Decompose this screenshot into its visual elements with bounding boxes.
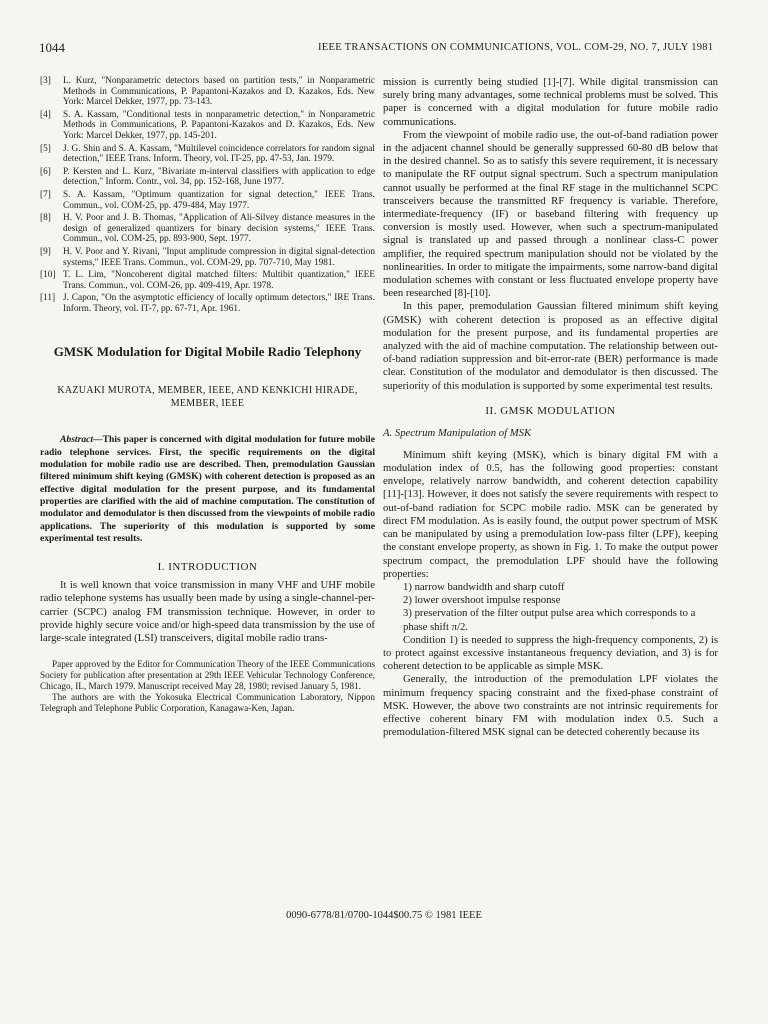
body-paragraph: Minimum shift keying (MSK), which is binary digital FM with a modulation index of 0.5, has the following good properties: constant envelope, relatively narrow bandwidth, and coherent detection capability [11]-[13]. However, it does not satisfy the severe requirements with respect to out-of-band radiation for SCPC mobile radio. MSK can be generated by direct FM modulation. As is easily found, the output power spectrum of MSK can be manipulated by using a premodulation low-pass filter (LPF), keeping the constant envelope property, as shown in Fig. 1. To make the output power spectrum compact, the premodulation LPF should have the following properties: — [383, 448, 718, 580]
reference-item: [6] P. Kersten and L. Kurz, "Bivariate m-interval classifiers with application to edge detection," Inform. Contr., vol. 34, pp. 152-168, June 1977. — [40, 166, 375, 188]
body-paragraph: In this paper, premodulation Gaussian filtered minimum shift keying (GMSK) with coherent detection is proposed as an effective digital modulation for the present purpose, and its fundamental properties are analyzed with the aid of machine computation. The relationship between out-of-band radiation suppression and bit-error-rate (BER) performance is made clear. Constitution of the modulator and demodulator is then discussed. The superiority of this modulation is supported by some experimental test results. — [383, 300, 718, 392]
list-item: 1) narrow bandwidth and sharp cutoff — [403, 580, 565, 593]
reference-item: [7] S. A. Kassam, "Optimum quantization for signal detection," IEEE Trans. Commun., vol. COM-25, pp. 479-484, May 1977. — [40, 189, 375, 211]
abstract-label: Abstract— — [60, 434, 103, 446]
running-head: IEEE TRANSACTIONS ON COMMUNICATIONS, VOL. COM-29, NO. 7, JULY 1981 — [318, 42, 714, 53]
body-paragraph: Condition 1) is needed to suppress the high-frequency components, 2) is to protect against excessive instantaneous frequency deviation, and 3) is for coherent detection to be applicable as simple MSK. — [383, 633, 718, 673]
reference-item: [5] J. G. Shin and S. A. Kassam, "Multilevel coincidence correlators for random signal detection," IEEE Trans. Inform. Theory, vol. IT-25, pp. 47-53, Jan. 1979. — [40, 143, 375, 165]
body-paragraph: mission is currently being studied [1]-[7]. While digital transmission can surely bring many advantages, some technical problems must be solved. This paper is concerned with a digital modulation for future mobile radio communications. — [383, 76, 718, 128]
left-column — [40, 76, 375, 714]
reference-item: [11] J. Capon, "On the asymptotic efficiency of locally optimum detectors," IRE Trans. Inform. Theory, vol. IT-7, pp. 67-71, Apr. 1961. — [40, 293, 375, 314]
reference-item: [4] S. A. Kassam, "Conditional tests in nonparametric detection," in Nonparametric Methods in Communications, P. Papantoni-Kazakos and D. Kazakos, Eds. New York: Marcel Dekker, 1977, pp. 145-201. — [40, 109, 375, 141]
footnote: The authors are with the Yokosuka Electrical Communication Laboratory, Nippon Telegraph and Telephone Public Corporation, Kanagawa-Ken, Japan. — [40, 692, 375, 714]
footnote: Paper approved by the Editor for Communication Theory of the IEEE Communications Society for publication after presentation at 29th IEEE Vehicular Technology Conference, Chicago, IL, March 1979. Manuscript received May 28, 1980; revised January 5, 1981. — [40, 659, 375, 692]
body-paragraph: It is well known that voice transmission in many VHF and UHF mobile radio telephone systems has usually been made by using a single-channel-per-carrier (SCPC) analog FM transmission technique. However, in order to provide highly secure voice and/or high-speed data transmission by the use of large-scale integrated (LSI) transceivers, digital mobile radio trans- — [40, 579, 375, 644]
abstract-text: This paper is concerned with digital modulation for future mobile radio telephone services. First, the specific requirements on the digital modulation for mobile radio use are described. Then, premodulation Gaussian filtered minimum shift keying (GMSK) with coherent detection is proposed as an effective digital modulation for the present purpose, and its fundamental properties are clarified with the aid of machine computation. The constitution of modulator and demodulator is then discussed from the viewpoints of mobile radio applications. The superiority of this modulation is supported by some experimental test results. — [40, 434, 375, 544]
subsection-heading: A. Spectrum Manipulation of MSK — [383, 426, 532, 439]
reference-item: [9] H. V. Poor and Y. Rivani, "Input amplitude compression in digital signal-detection systems," IEEE Trans. Commun., vol. COM-29, pp. 707-710, May 1981. — [40, 246, 375, 268]
copyright-line: 0090-6778/81/0700-1044$00.75 © 1981 IEEE — [286, 910, 482, 921]
paper-title: GMSK Modulation for Digital Mobile Radio Telephony — [53, 344, 362, 360]
section-heading-gmsk: II. GMSK MODULATION — [485, 404, 616, 417]
list-item: 3) preservation of the filter output pulse area which corresponds to a phase shift π/2. — [403, 607, 696, 633]
reference-list — [40, 76, 375, 314]
body-paragraph: From the viewpoint of mobile radio use, the out-of-band radiation power in the adjacent channel should be generally suppressed 60-80 dB below that in the desired channel. So as to satisfy this severe requirement, it is necessary to manipulate the RF output signal spectrum. Such a spectrum manipulation cannot usually be performed at the final RF stage in the multichannel SCPC transceivers because the transmitted RF frequency is variable. Therefore, intermediate-frequency (IF) or baseband filtering with frequency up conversion is mostly used. However, when such a spectrum-manipulated signal is translated up and passed through a nonlinear class-C power amplifier, the required spectrum manipulation should not be violated by the nonlinearities. In order to mitigate the impairments, some narrow-band digital modulation schemes with constant or less fluctuated envelope property have been researched [8]-[10]. — [383, 128, 718, 300]
list-item: 2) lower overshoot impulse response — [403, 594, 561, 607]
section-heading-introduction: I. INTRODUCTION — [157, 561, 258, 574]
property-list — [383, 581, 718, 634]
page-number: 1044 — [39, 40, 65, 55]
author-line: KAZUAKI MUROTA, MEMBER, IEEE, AND KENKICHI HIRADE, MEMBER, IEEE — [57, 385, 358, 410]
reference-item: [3] L. Kurz, "Nonparametric detectors based on partition tests," in Nonparametric Methods in Communications, P. Papantoni-Kazakos and D. Kazakos, Eds. New York: Marcel Dekker, 1977, pp. 73-143. — [40, 76, 375, 108]
footnotes — [40, 659, 375, 714]
abstract — [40, 434, 375, 545]
right-column — [383, 76, 718, 739]
body-paragraph: Generally, the introduction of the premodulation LPF violates the minimum frequency spacing constraint and the fixed-phase constraint of MSK. However, the above two constraints are not intrinsic requirements for effective coherent binary FM with modulation index 0.5. Such a premodulation-filtered MSK signal can be detected coherently because its — [383, 673, 718, 739]
reference-item: [10] T. L. Lim, "Noncoherent digital matched filters: Multibit quantization," IEEE Trans. Commun., vol. COM-26, pp. 409-419, Apr. 1978. — [40, 270, 375, 291]
reference-item: [8] H. V. Poor and J. B. Thomas, "Application of Ali-Silvey distance measures in the design of generalized quantizers for binary decision systems," IEEE Trans. Commun., vol. COM-25, pp. 893-900, Sept. 1977. — [40, 213, 375, 245]
